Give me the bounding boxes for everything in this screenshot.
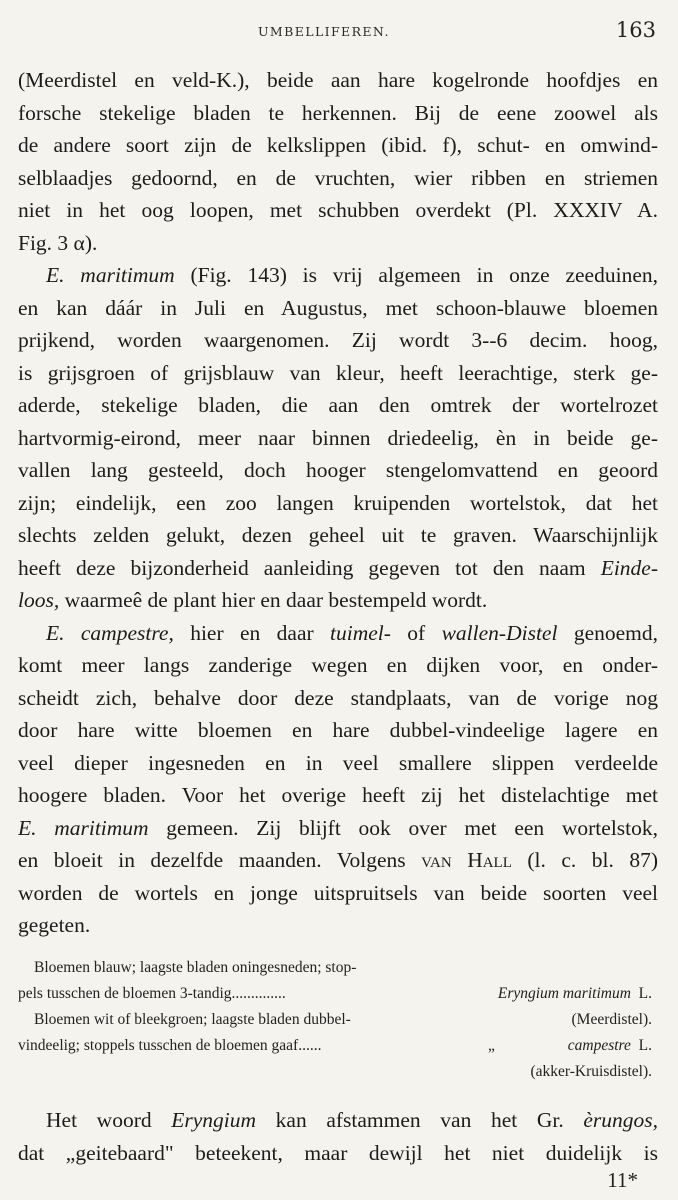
text-line: forsche stekelige bladen te herkennen. Bij de eene zoowel als	[18, 100, 658, 125]
text-line: de andere soort zijn de kelkslippen (ibid. f), schut- en omwind-	[18, 133, 658, 157]
text-line: worden de wortels en jonge uitspruitsels van beide soorten veel	[18, 880, 658, 905]
text-line	[18, 584, 658, 617]
text-line: is grijsgroen of grijsblauw van kleur, heeft leerachtige, sterk ge-	[18, 360, 658, 385]
text-span: genoemd,	[557, 620, 658, 645]
text-span: en bloeit in dezelfde maanden. Volgens	[18, 848, 422, 872]
author-abbrev: L.	[638, 1037, 652, 1054]
species-name: E. maritimum	[46, 263, 175, 287]
identification-key	[18, 955, 658, 1085]
key-row	[18, 1007, 658, 1033]
text-line	[18, 1104, 658, 1137]
genus-name: Eryngium	[171, 1108, 257, 1132]
text-line: veel dieper ingesneden en in veel smallere slippen verdeelde	[18, 750, 658, 775]
species-name: E. maritimum	[18, 815, 149, 840]
text-line: gegeten.	[18, 913, 91, 937]
key-text: vindeelig; stoppels tusschen de bloemen gaaf......	[18, 1037, 322, 1054]
text-span: kan afstammen van het Gr.	[256, 1108, 584, 1132]
text-line: hoogere bladen. Voor het overige heeft zij het distelachtige met	[18, 783, 658, 807]
signature-mark: 11*	[607, 1168, 638, 1192]
key-text: pels tusschen de bloemen 3-tandig..............	[18, 985, 286, 1002]
key-species	[498, 981, 652, 1007]
key-common-name: (akker-Kruisdistel).	[530, 1063, 652, 1080]
body-text	[18, 64, 658, 942]
text-line: vallen lang gesteeld, doch hooger stengelomvattend en geoord	[18, 458, 658, 482]
running-head: UMBELLIFEREN.	[258, 24, 390, 39]
greek-word: èrungos,	[583, 1108, 658, 1132]
text-line: (Meerdistel en veld-K.), beide aan hare kogelronde hoofdjes en	[18, 68, 658, 92]
common-name: wallen-Distel	[441, 620, 558, 645]
text-line: scheidt zich, behalve door deze standplaats, van de vorige nog	[18, 685, 658, 710]
text-span: of	[390, 620, 442, 645]
author-abbrev: L.	[638, 985, 652, 1002]
common-name: loos,	[18, 588, 60, 612]
text-line: komt meer langs zanderige wegen en dijken voor, en onder-	[18, 653, 658, 677]
author-name: van Hall	[421, 848, 512, 872]
text-line	[18, 552, 658, 585]
text-line	[18, 617, 658, 650]
text-line: niet in het oog loopen, met schubben overdekt (Pl. XXXIV A.	[18, 198, 658, 222]
key-text: Bloemen blauw; laagste bladen oningesneden; stop-	[34, 959, 357, 976]
key-row	[18, 955, 658, 981]
text-line	[18, 812, 658, 845]
text-line: aderde, stekelige bladen, die aan den omtrek der wortelrozet	[18, 393, 658, 417]
closing-paragraph	[18, 1104, 658, 1169]
ditto-mark: „	[488, 1037, 495, 1054]
text-line	[18, 844, 658, 877]
species-name: E. campestre,	[46, 620, 174, 645]
text-span: hier en daar	[173, 620, 331, 645]
text-line: en kan dáár in Juli en Augustus, met schoon-blauwe bloemen	[18, 295, 658, 320]
text-line: zijn; eindelijk, een zoo langen kruipenden wortelstok, dat het	[18, 490, 658, 515]
common-name: Einde-	[600, 555, 658, 580]
key-text: Bloemen wit of bleekgroen; laagste bladen dubbel-	[34, 1011, 351, 1028]
key-row	[18, 1033, 658, 1059]
key-common-name: (Meerdistel).	[571, 1011, 652, 1028]
key-species	[568, 1033, 652, 1059]
text-line: Fig. 3 α).	[18, 230, 98, 255]
text-span: heeft deze bijzonderheid aanleiding gegeven tot den naam	[18, 555, 601, 580]
genus-name: Eryngium maritimum	[497, 985, 631, 1002]
text-line: dat „geitebaard" beteekent, maar dewijl het niet duidelijk is	[18, 1140, 658, 1165]
text-line: slechts zelden gelukt, dezen geheel uit te graven. Waarschijnlijk	[18, 523, 658, 547]
text-line	[18, 259, 658, 292]
key-row	[18, 1059, 658, 1085]
text-span: waarmeê de plant hier en daar bestempeld wordt.	[59, 588, 488, 612]
page-header	[0, 18, 678, 52]
text-span: (l. c. bl. 87)	[511, 848, 658, 872]
text-span: gemeen. Zij blijft ook over met een wortelstok,	[148, 815, 658, 840]
text-line: door hare witte bloemen en hare dubbel-vindeelige lagere en	[18, 718, 658, 742]
text-line: selblaadjes gedoornd, en de vruchten, wier ribben en striemen	[18, 165, 658, 190]
species-name: campestre	[567, 1037, 631, 1054]
text-line: hartvormig-eirond, meer naar binnen driedeelig, èn in beide ge-	[18, 425, 658, 450]
key-row	[18, 981, 658, 1007]
text-span: Het woord	[46, 1108, 172, 1132]
text-span: (Fig. 143) is vrij algemeen in onze zeeduinen,	[174, 263, 658, 287]
text-line: prijkend, worden waargenomen. Zij wordt 3--6 decim. hoog,	[18, 328, 658, 352]
page-number: 163	[615, 18, 656, 42]
common-name: tuimel-	[330, 620, 391, 645]
